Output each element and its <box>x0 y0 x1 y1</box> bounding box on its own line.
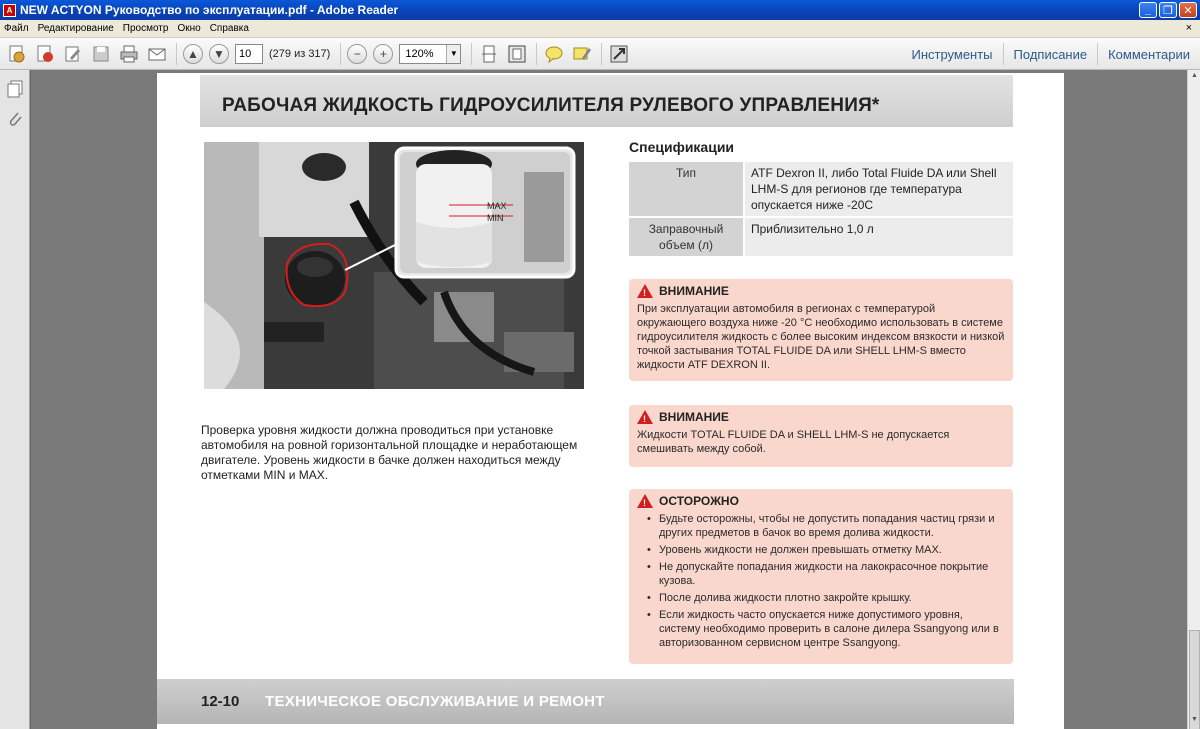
warning-text: При эксплуатации автомобиля в регионах с температурой окружающего воздуха ниже -20 °С необходимо использовать в системе гидроусилителя жидкость с более высоким индексом вязкости и низкой точкой застывания TOTAL FLUIDE DA или SHELL LHM-S вместо жидкости ATF DEXRON II. <box>637 303 1005 371</box>
spec-value: Приблизительно 1,0 л <box>744 217 1013 257</box>
page-number: 12-10 <box>201 693 240 710</box>
menu-bar <box>0 20 1200 38</box>
list-item: • Если жидкость часто опускается ниже допустимого уровня, систему необходимо проверить в салоне дилера Ssangyong или в авторизованном сервисном центре Ssangyong. <box>647 608 1005 650</box>
comment-link[interactable]: Комментарии <box>1097 43 1200 65</box>
toolbar-separator <box>471 43 472 65</box>
page-header <box>200 75 1013 127</box>
caution-box <box>629 489 1013 664</box>
warning-title: ВНИМАНИЕ <box>659 284 729 298</box>
table-row <box>629 217 1013 257</box>
pdf-page <box>157 73 1064 729</box>
vertical-scrollbar[interactable] <box>1187 70 1200 729</box>
specs-table <box>629 162 1013 258</box>
email-icon[interactable] <box>146 43 168 65</box>
title-bar <box>0 0 1200 20</box>
page-title: РАБОЧАЯ ЖИДКОСТЬ ГИДРОУСИЛИТЕЛЯ РУЛЕВОГО УПРАВЛЕНИЯ* <box>222 95 880 116</box>
zoom-select[interactable] <box>399 44 461 64</box>
spec-value: ATF Dexron II, либо Total Fluide DA или Shell LHM-S для регионов где температура опускается ниже -20С <box>744 162 1013 217</box>
pages-panel-icon[interactable] <box>4 78 26 100</box>
attachments-icon[interactable] <box>4 108 26 130</box>
min-mark-label: MIN <box>487 213 504 223</box>
caution-title: ОСТОРОЖНО <box>659 494 739 508</box>
max-mark-label: MAX <box>487 201 507 211</box>
tools-link[interactable]: Инструменты <box>911 46 993 62</box>
caution-list <box>637 512 1005 650</box>
warning-icon: ! <box>637 410 653 424</box>
caution-icon: ! <box>637 494 653 508</box>
document-view[interactable] <box>31 70 1187 729</box>
zoom-in-button[interactable]: + <box>373 44 393 64</box>
fullscreen-icon[interactable] <box>608 43 630 65</box>
menu-file[interactable]: Файл <box>4 23 29 34</box>
window-title: NEW ACTYON Руководство по эксплуатации.pdf - Adobe Reader <box>20 3 399 17</box>
engine-bay-photo <box>204 142 584 389</box>
spec-key: Заправочный объем (л) <box>629 217 744 257</box>
page-count: (279 из 317) <box>269 47 331 60</box>
fit-page-icon[interactable] <box>506 43 528 65</box>
body-paragraph: Проверка уровня жидкости должна проводиться при установке автомобиля на ровной горизонтальной площадке и неработающем двигателе. Уровень жидкости в бачке должен находиться между отметками MIN и MAX. <box>201 423 578 482</box>
scrollbar-thumb[interactable] <box>1189 630 1200 729</box>
spec-key: Тип <box>629 162 744 217</box>
combine-files-icon[interactable] <box>34 43 56 65</box>
section-title: ТЕХНИЧЕСКОЕ ОБСЛУЖИВАНИЕ И РЕМОНТ <box>265 693 605 710</box>
comment-icon[interactable] <box>543 43 565 65</box>
edit-icon[interactable] <box>62 43 84 65</box>
warning-title: ВНИМАНИЕ <box>659 410 729 424</box>
warning-box-2 <box>629 405 1013 467</box>
minimize-button[interactable]: _ <box>1139 2 1157 18</box>
create-pdf-icon[interactable] <box>6 43 28 65</box>
close-document-button[interactable]: × <box>1185 22 1192 34</box>
menu-help[interactable]: Справка <box>209 23 249 34</box>
list-item: • Уровень жидкости не должен превышать отметку MAX. <box>647 543 1005 557</box>
specs-title: Спецификации <box>629 139 735 155</box>
zoom-out-button[interactable]: − <box>347 44 367 64</box>
toolbar-separator <box>176 43 177 65</box>
list-item: • Будьте осторожны, чтобы не допустить попадания частиц грязи и других предметов в бачок во время долива жидкости. <box>647 512 1005 540</box>
menu-window[interactable]: Окно <box>177 23 201 34</box>
adobe-reader-icon: A <box>3 4 16 17</box>
scroll-mode-icon[interactable] <box>478 43 500 65</box>
toolbar <box>0 38 1200 70</box>
toolbar-separator <box>536 43 537 65</box>
scroll-up-icon[interactable]: ▲ <box>1191 72 1198 79</box>
navigation-pane <box>0 70 30 729</box>
highlight-icon[interactable] <box>571 43 593 65</box>
list-item: • Не допускайте попадания жидкости на лакокрасочное покрытие кузова. <box>647 560 1005 588</box>
right-panel-links <box>901 38 1200 70</box>
warning-text: Жидкости TOTAL FLUIDE DA и SHELL LHM-S не допускается смешивать между собой. <box>637 429 950 455</box>
menu-edit[interactable]: Редактирование <box>37 23 114 34</box>
next-page-button[interactable]: ▼ <box>209 44 229 64</box>
warning-box-1 <box>629 279 1013 381</box>
warning-icon: ! <box>637 284 653 298</box>
scroll-down-icon[interactable]: ▼ <box>1191 716 1198 723</box>
previous-page-button[interactable]: ▲ <box>183 44 203 64</box>
toolbar-separator <box>601 43 602 65</box>
page-number-input[interactable] <box>235 44 263 64</box>
zoom-value: 120% <box>405 47 434 60</box>
page-footer <box>157 679 1014 724</box>
maximize-button[interactable]: ❐ <box>1159 2 1177 18</box>
sign-link[interactable]: Подписание <box>1003 43 1098 65</box>
close-button[interactable]: ✕ <box>1179 2 1197 18</box>
menu-view[interactable]: Просмотр <box>122 23 169 34</box>
list-item: • После долива жидкости плотно закройте крышку. <box>647 591 1005 605</box>
toolbar-separator <box>340 43 341 65</box>
table-row <box>629 162 1013 217</box>
save-icon[interactable] <box>90 43 112 65</box>
chevron-down-icon[interactable]: ▼ <box>446 45 460 63</box>
print-icon[interactable] <box>118 43 140 65</box>
